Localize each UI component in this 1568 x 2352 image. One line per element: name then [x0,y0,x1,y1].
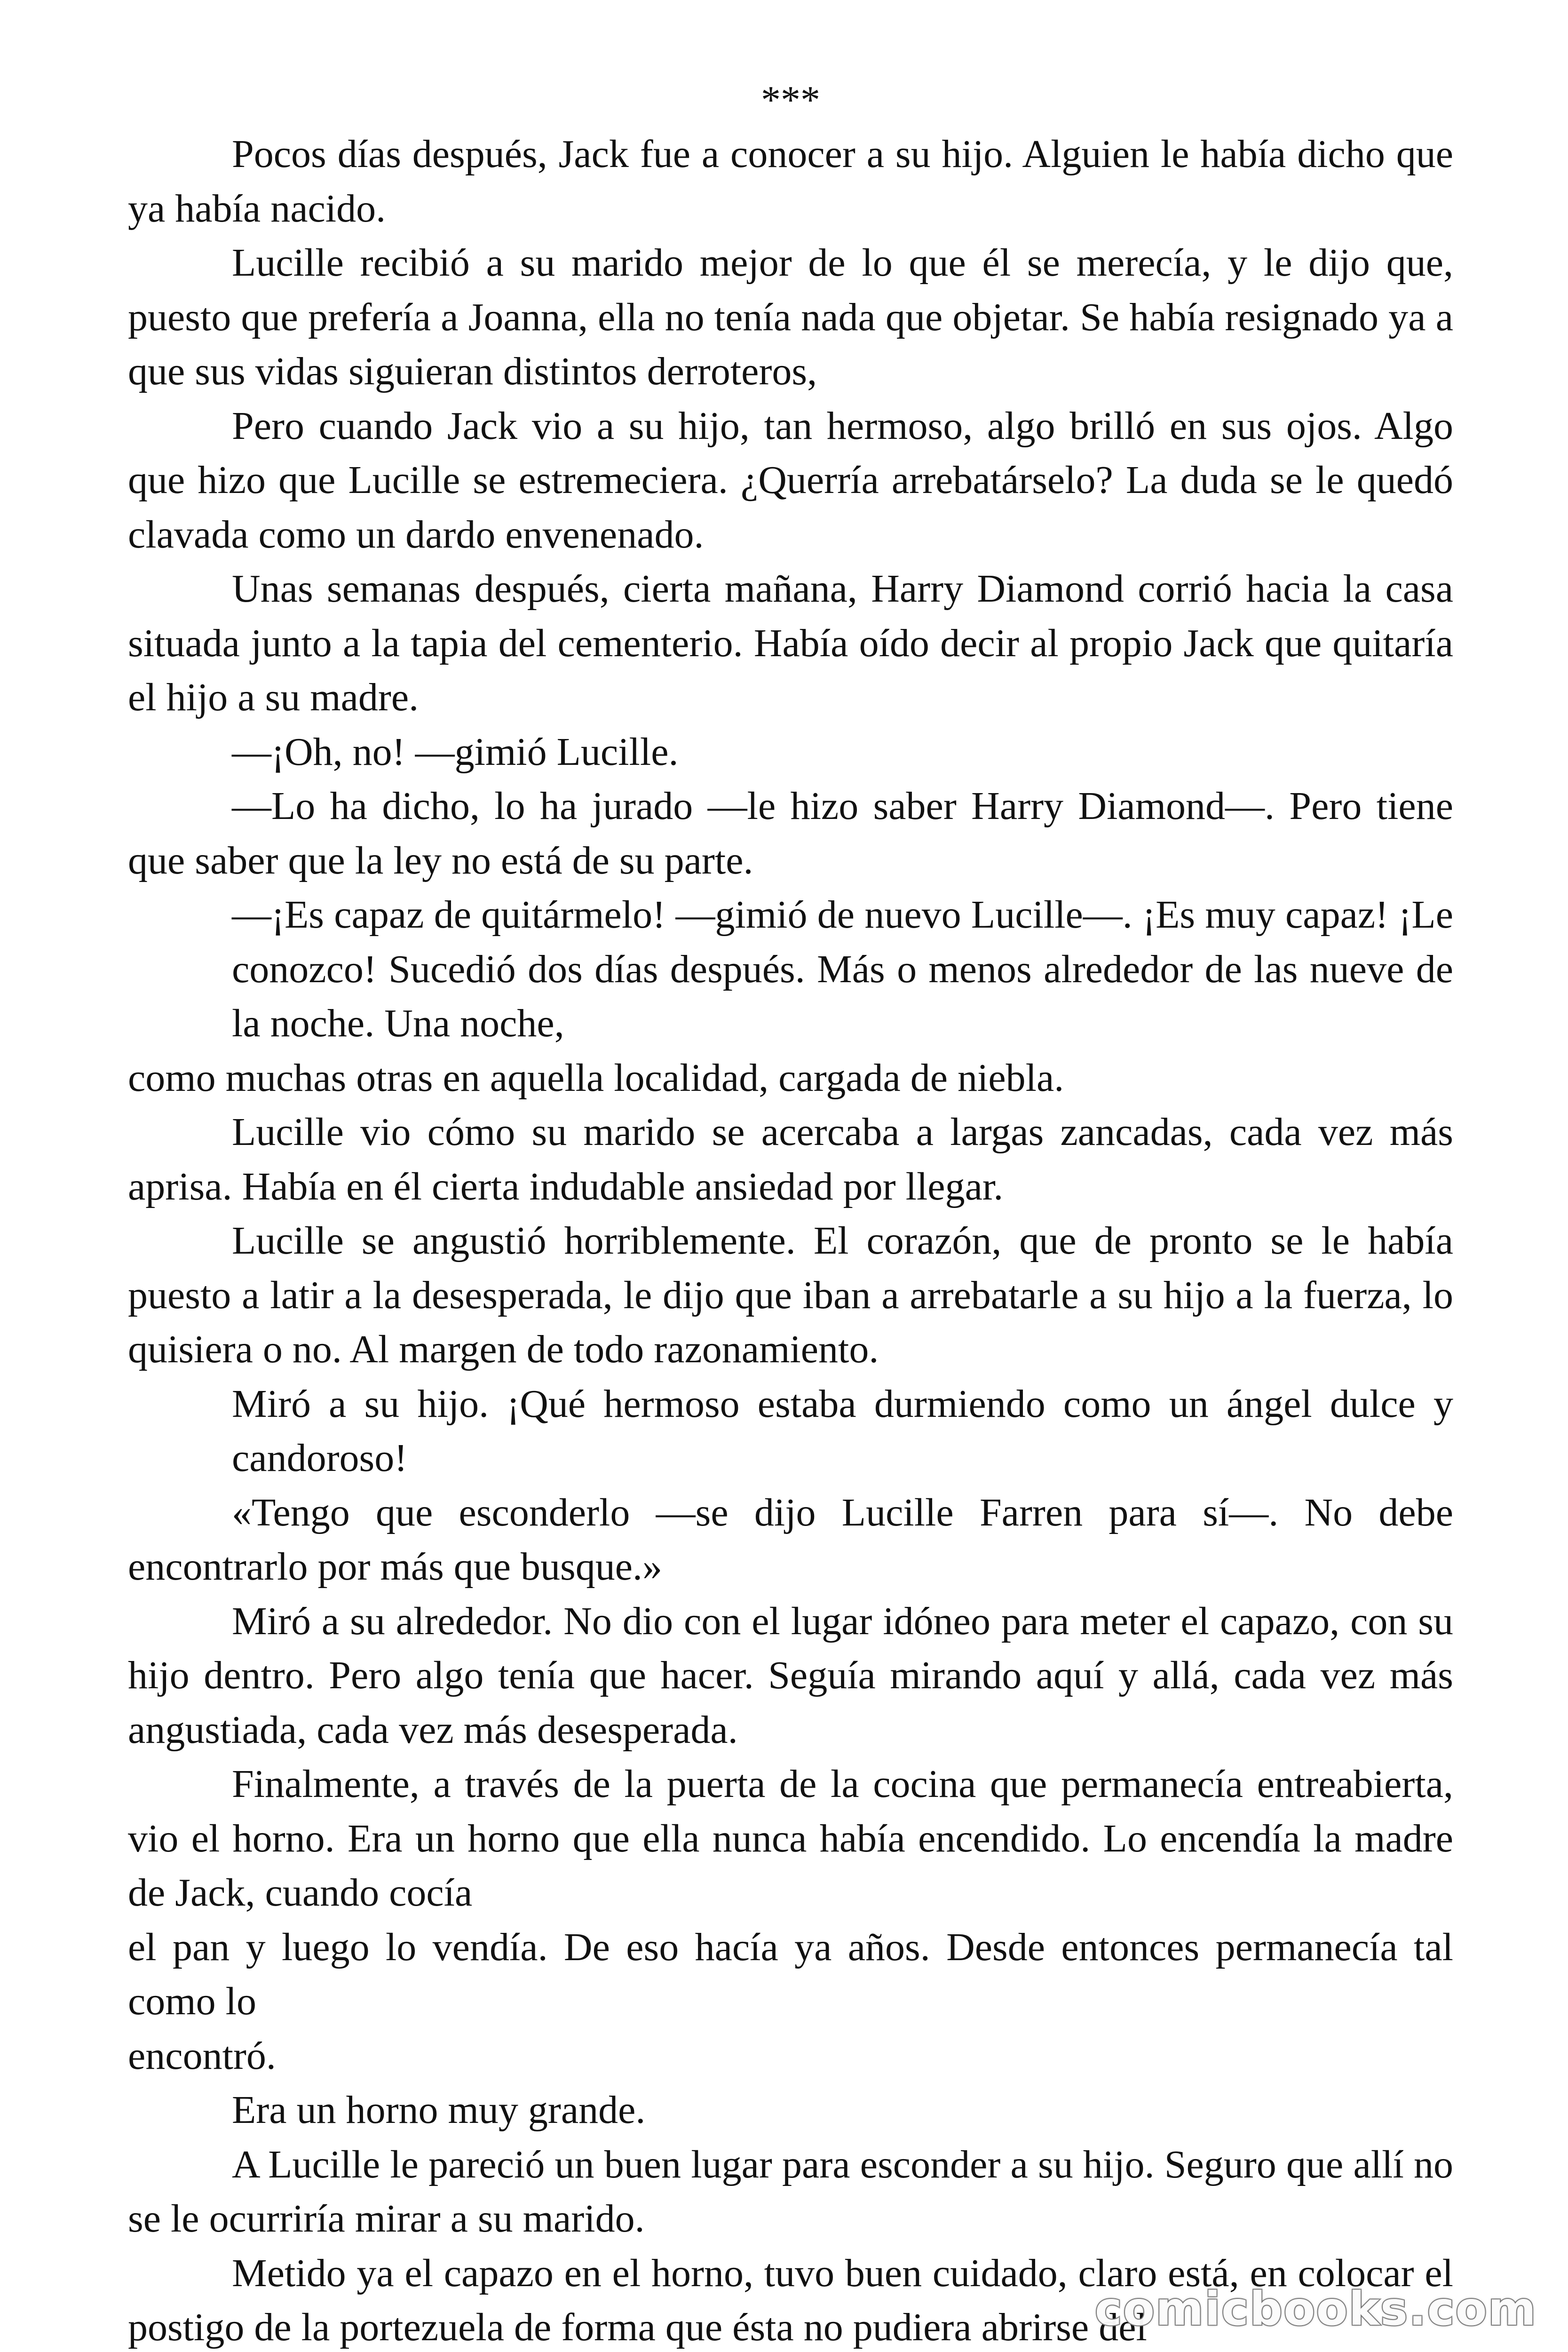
dialogue-line: —¡Oh, no! —gimió Lucille. [232,730,679,774]
paragraph: «Tengo que esconderlo —se dijo Lucille Farren para sí—. No debe encontrarlo por más que busque.» [128,1490,1453,1589]
watermark-logo: comicbooks.com [1094,2282,1537,2336]
dialogue-line: —¡Es capaz de quitármelo! —gimió de nuevo Lucille—. ¡Es muy capaz! ¡Le conozco! Sucedió dos días después. Más o menos alrededor de las nueve de la noche. Una noche, [232,893,1453,1045]
paragraph: Miró a su alrededor. No dio con el lugar idóneo para meter el capazo, con su hijo dentro. Pero algo tenía que hacer. Seguía mirando aquí y allá, cada vez más angustiada, cada vez más desesperada. [128,1599,1453,1752]
paragraph: Metido ya el capazo en el horno, tuvo buen cuidado, claro está, en colocar el postigo de la portezuela de forma que ésta no pudiera abrirse del [128,2251,1453,2349]
paragraph: Pero cuando Jack vio a su hijo, tan hermoso, algo brilló en sus ojos. Algo que hizo que Lucille se estremeciera. ¿Querría arrebatárselo? La duda se le quedó clavada como un dardo envenenado. [128,404,1453,556]
paragraph: A Lucille le pareció un buen lugar para esconder a su hijo. Seguro que allí no se le ocurriría mirar a su marido. [128,2142,1453,2241]
paragraph: Lucille recibió a su marido mejor de lo que él se merecía, y le dijo que, puesto que prefería a Joanna, ella no tenía nada que objetar. Se había resignado ya a que sus vidas siguieran distintos derroteros, [128,241,1453,393]
page-text [128,73,1453,2352]
paragraph: Pocos días después, Jack fue a conocer a su hijo. Alguien le había dicho que ya había nacido. [128,132,1453,230]
dialogue-line: —Lo ha dicho, lo ha jurado —le hizo saber Harry Diamond—. Pero tiene que saber que la ley no está de su parte. [128,784,1453,882]
paragraph-continuation: como muchas otras en aquella localidad, cargada de niebla. [128,1056,1064,1100]
paragraph: Miró a su hijo. ¡Qué hermoso estaba durmiendo como un ángel dulce y candoroso! [232,1382,1453,1480]
paragraph-continuation: el pan y luego lo vendía. De eso hacía ya años. Desde entonces permanecía tal como lo [128,1925,1453,2023]
paragraph: Era un horno muy grande. [232,2088,646,2132]
paragraph-continuation: encontró. [128,2034,276,2078]
paragraph: Finalmente, a través de la puerta de la cocina que permanecía entreabierta, vio el horno. Era un horno que ella nunca había encendido. Lo encendía la madre de Jack, cuando cocía [128,1762,1453,1915]
paragraph: Unas semanas después, cierta mañana, Harry Diamond corrió hacia la casa situada junto a la tapia del cementerio. Había oído decir al propio Jack que quitaría el hijo a su madre. [128,567,1453,719]
paragraph: Lucille vio cómo su marido se acercaba a largas zancadas, cada vez más aprisa. Había en él cierta indudable ansiedad por llegar. [128,1110,1453,1208]
section-separator: *** [761,78,820,122]
paragraph: Lucille se angustió horriblemente. El corazón, que de pronto se le había puesto a latir a la desesperada, le dijo que iban a arrebatarle a su hijo a la fuerza, lo quisiera o no. Al margen de todo razonamiento. [128,1219,1453,1371]
